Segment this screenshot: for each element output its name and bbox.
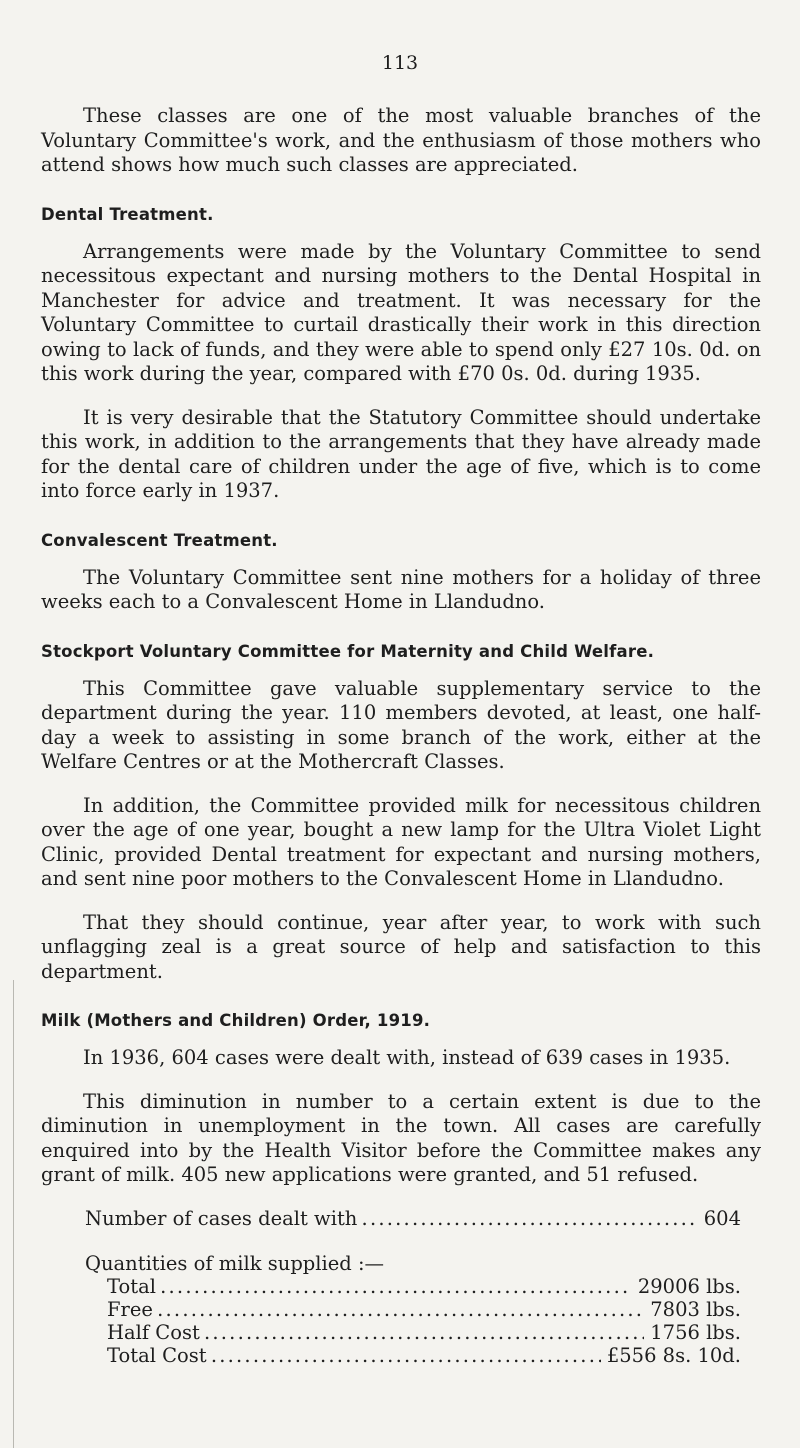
row-label: Total	[107, 1274, 156, 1298]
milk-paragraph-1: In 1936, 604 cases were dealt with, instead of 639 cases in 1935.	[83, 1046, 731, 1069]
table-row	[85, 1344, 741, 1367]
intro-paragraph: These classes are one of the most valuable branches of the Voluntary Committee's work, and the enthusiasm of those mothers who attend shows how much such classes are appreciated.	[41, 104, 761, 176]
table-row	[85, 1275, 741, 1298]
quantities-heading-row	[85, 1252, 741, 1275]
milk-paragraph-2: This diminution in number to a certain extent is due to the diminution in unemployment in the town. All cases are carefully enquired into by the Health Visitor before the Committee makes any grant of milk. 405 new applications were granted, and 51 refused.	[41, 1089, 761, 1186]
cases-row	[85, 1207, 741, 1230]
cases-label: Number of cases dealt with . . .	[85, 1207, 698, 1230]
page-content	[41, 104, 761, 1367]
stockport-paragraph-2: In addition, the Committee provided milk for necessitous children over the age of one year, bought a new lamp for the Ultra Violet Light Clinic, provided Dental treatment for expectant and nursing mothers, and sent nine poor mothers to the Convalescent Home in Llandudno.	[41, 793, 761, 890]
row-label: Half Cost	[107, 1320, 200, 1344]
dental-paragraph-1: Arrangements were made by the Voluntary Committee to send necessitous expectant and nursing mothers to the Dental Hospital in Manchester for advice and treatment. It was necessary for the Voluntary Committee to curtail drastically their work in this direction owing to lack of funds, and they were able to spend only £27 10s. 0d. on this work during the year, compared with £70 0s. 0d. during 1935.	[41, 239, 761, 385]
stockport-paragraph-1: This Committee gave valuable supplementary service to the department during the year. 110 members devoted, at least, one half-day a week to assisting in some branch of the work, either at the Welfare Centres or at the Mothercraft Classes.	[41, 676, 761, 773]
page-binding-edge	[13, 980, 14, 1448]
table-row	[85, 1321, 741, 1344]
row-value: £556 8s. 10d.	[606, 1343, 741, 1367]
row-value: 29006 lbs.	[637, 1274, 741, 1298]
row-value: 7803 lbs.	[650, 1297, 741, 1321]
quantities-label: Quantities of milk supplied :—	[85, 1251, 385, 1275]
convalescent-treatment-heading: Convalescent Treatment.	[41, 530, 278, 550]
dental-treatment-heading: Dental Treatment.	[41, 204, 214, 224]
stockport-paragraph-3: That they should continue, year after year, to work with such unflagging zeal is a great source of help and satisfaction to this department.	[41, 910, 761, 983]
stockport-committee-heading: Stockport Voluntary Committee for Maternity and Child Welfare.	[41, 641, 655, 661]
page-number: 113	[381, 52, 419, 74]
table-row	[85, 1298, 741, 1321]
row-label: Free	[107, 1297, 153, 1321]
milk-order-heading: Milk (Mothers and Children) Order, 1919.	[41, 1011, 431, 1030]
cases-value: 604	[703, 1206, 741, 1230]
row-value: 1756 lbs.	[650, 1320, 741, 1344]
row-label: Total Cost	[107, 1343, 207, 1367]
milk-statistics-table	[85, 1207, 741, 1367]
convalescent-paragraph: The Voluntary Committee sent nine mothers for a holiday of three weeks each to a Convalescent Home in Llandudno.	[41, 565, 761, 613]
dental-paragraph-2: It is very desirable that the Statutory Committee should undertake this work, in addition to the arrangements that they have already made for the dental care of children under the age of five, which is to come into force early in 1937.	[41, 405, 761, 502]
